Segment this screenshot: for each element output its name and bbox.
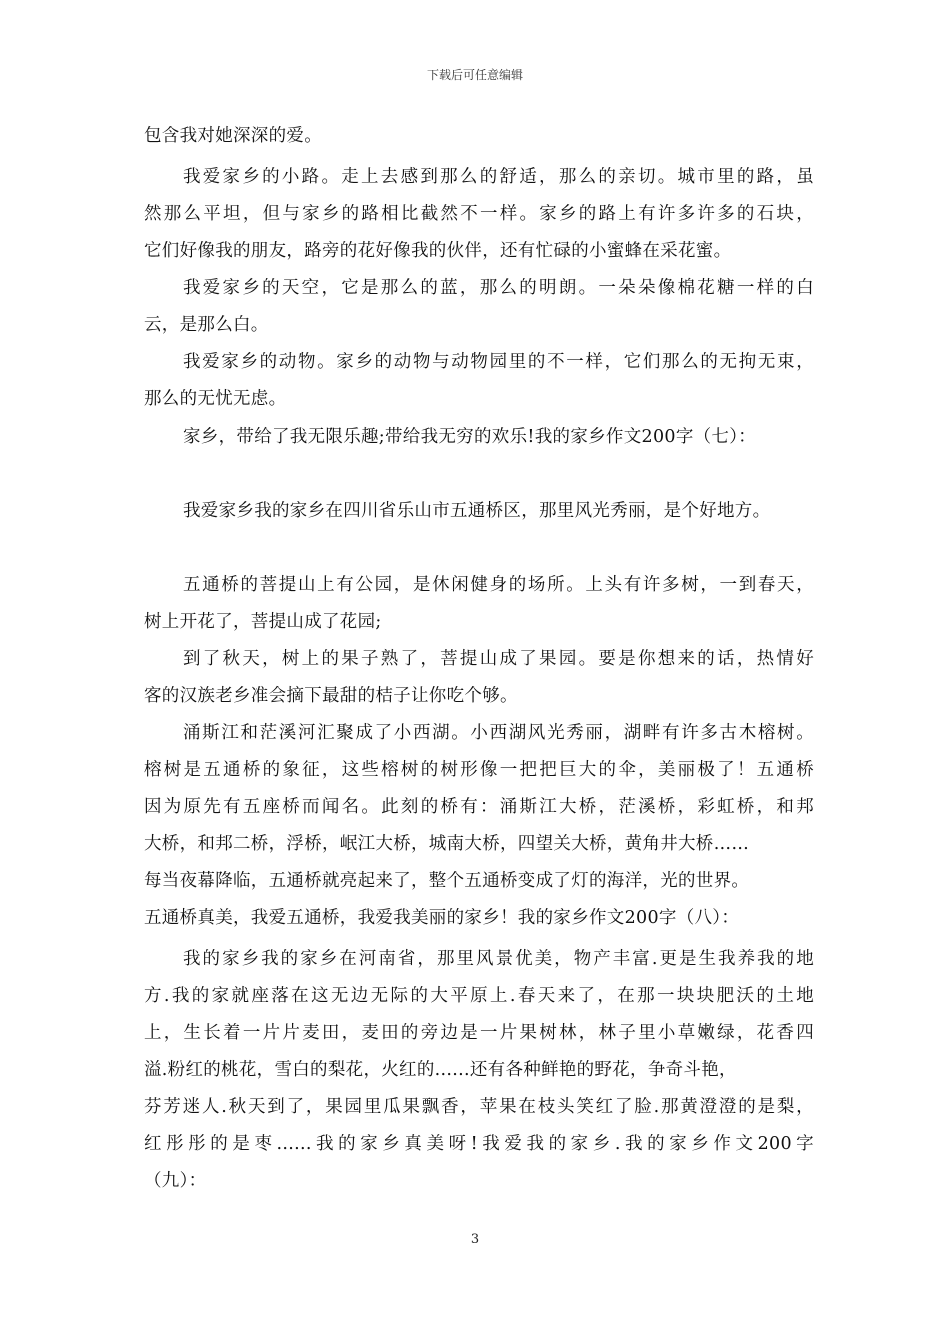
text-line: 因为原先有五座桥而闻名。此刻的桥有：涌斯江大桥，茫溪桥，彩虹桥，和邦 bbox=[144, 797, 814, 817]
text-line: 我爱家乡的小路。走上去感到那么的舒适，那么的亲切。城市里的路，虽 bbox=[183, 167, 814, 187]
text-line: 涌斯江和茫溪河汇聚成了小西湖。小西湖风光秀丽，湖畔有许多古木榕树。 bbox=[183, 723, 814, 743]
text-line: 上，生长着一片片麦田，麦田的旁边是一片果树林，林子里小草嫩绿，花香四 bbox=[144, 1023, 814, 1043]
page-header: 下载后可任意编辑 bbox=[426, 68, 523, 82]
text-line: 家乡，带给了我无限乐趣;带给我无穷的欢乐!我的家乡作文200字（七）： bbox=[183, 427, 757, 447]
text-line: 树上开花了，菩提山成了花园; bbox=[144, 612, 382, 632]
text-line: 我爱家乡的天空，它是那么的蓝，那么的明朗。一朵朵像棉花糖一样的白 bbox=[183, 278, 814, 298]
page-number: 3 bbox=[470, 1232, 480, 1247]
text-line: 方.我的家就座落在这无边无际的大平原上.春天来了，在那一块块肥沃的土地 bbox=[144, 986, 814, 1006]
text-line: 五通桥的菩提山上有公园，是休闲健身的场所。上头有许多树，一到春天， bbox=[183, 575, 814, 595]
text-line: 红彤彤的是枣......我的家乡真美呀!我爱我的家乡.我的家乡作文200字 bbox=[144, 1134, 814, 1154]
text-line: 我的家乡我的家乡在河南省，那里风景优美，物产丰富.更是生我养我的地 bbox=[183, 949, 814, 969]
text-line: 溢.粉红的桃花，雪白的梨花，火红的......还有各种鲜艳的野花，争奇斗艳， bbox=[144, 1060, 737, 1080]
text-line: 云，是那么白。 bbox=[144, 315, 269, 335]
text-line: 芬芳迷人.秋天到了，果园里瓜果飘香，苹果在枝头笑红了脸.那黄澄澄的是梨， bbox=[144, 1097, 814, 1117]
text-line: 然那么平坦，但与家乡的路相比截然不一样。家乡的路上有许多许多的石块， bbox=[144, 204, 814, 224]
text-line: 那么的无忧无虑。 bbox=[144, 389, 287, 409]
text-line: 我爱家乡我的家乡在四川省乐山市五通桥区，那里风光秀丽，是个好地方。 bbox=[183, 501, 771, 521]
text-line: 客的汉族老乡准会摘下最甜的桔子让你吃个够。 bbox=[144, 686, 518, 706]
text-line: 包含我对她深深的爱。 bbox=[144, 126, 322, 146]
text-line: （九）： bbox=[144, 1171, 207, 1191]
text-line: 榕树是五通桥的象征，这些榕树的树形像一把把巨大的伞，美丽极了！五通桥 bbox=[144, 760, 814, 780]
text-line: 我爱家乡的动物。家乡的动物与动物园里的不一样，它们那么的无拘无束， bbox=[183, 352, 814, 372]
text-line: 到了秋天，树上的果子熟了，菩提山成了果园。要是你想来的话，热情好 bbox=[183, 649, 814, 669]
text-line: 大桥，和邦二桥，浮桥，岷江大桥，城南大桥，四望关大桥，黄角井大桥…… bbox=[144, 834, 750, 854]
text-line: 它们好像我的朋友，路旁的花好像我的伙伴，还有忙碌的小蜜蜂在采花蜜。 bbox=[144, 241, 732, 261]
text-line: 每当夜幕降临，五通桥就亮起来了，整个五通桥变成了灯的海洋，光的世界。 bbox=[144, 871, 750, 891]
text-line: 五通桥真美，我爱五通桥，我爱我美丽的家乡！我的家乡作文200字（八）： bbox=[144, 908, 740, 928]
